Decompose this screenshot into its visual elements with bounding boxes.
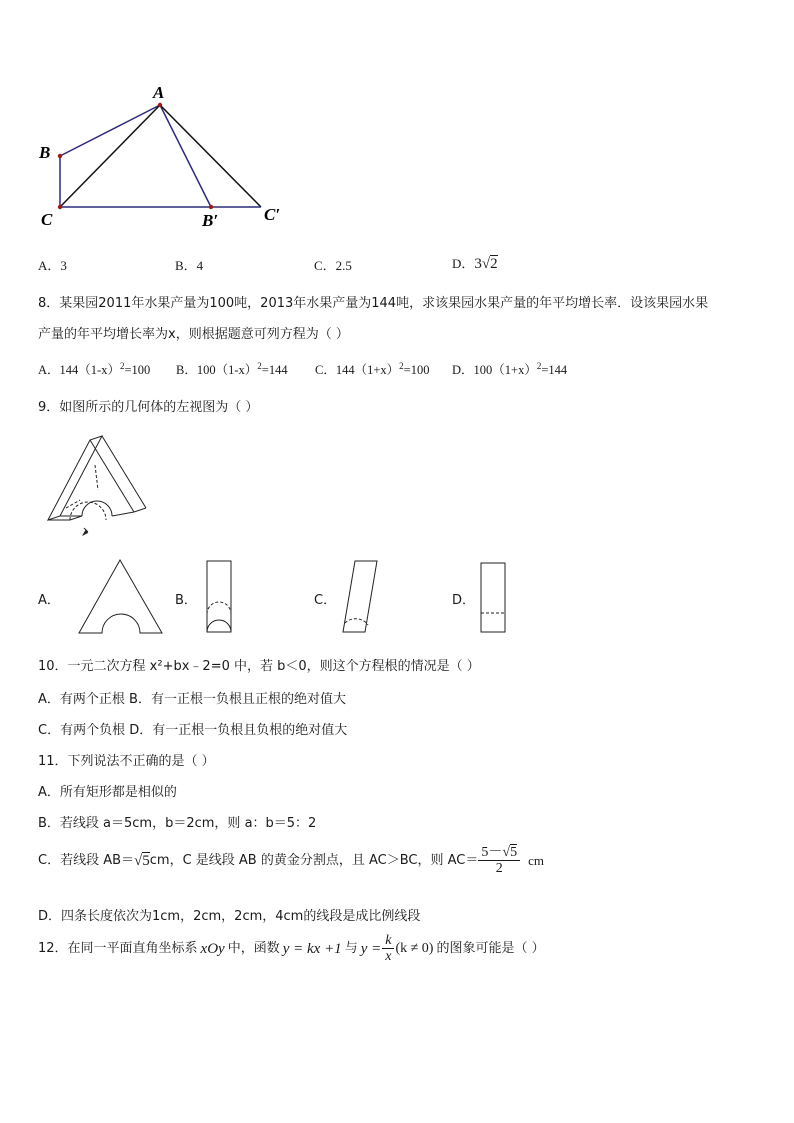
inverse-function-fraction: $\frac{k}{x}$ xyxy=(382,933,394,965)
q10-options-row2: C．有两个负根 D．有一正根一负根且负根的绝对值大 xyxy=(38,723,348,738)
option-a-view xyxy=(76,556,166,638)
q11-option-b: B．若线段 a＝5cm，b＝2cm，则 a：b＝5：2 xyxy=(38,816,317,831)
option-d-view xyxy=(478,561,510,635)
q9-option-d: D． xyxy=(452,593,476,608)
sqrt-symbol: √ xyxy=(502,845,511,860)
q8-option-c: C．$144(1+x)^2=100$ xyxy=(315,360,430,377)
q7-option-d xyxy=(452,253,498,273)
option-b-view xyxy=(204,559,236,635)
q7-option-a: A．3 xyxy=(38,258,67,273)
label-a: A xyxy=(153,83,165,102)
q7-option-d-label: D． xyxy=(452,256,475,271)
q7-d-radicand: 2 xyxy=(490,256,498,272)
q10-stem: 10．一元二次方程 x²+bx﹣2=0 中，若 b＜0，则这个方程根的情况是（ ） xyxy=(38,659,480,674)
q9-option-a: A． xyxy=(38,593,60,608)
q7-option-c: C．2.5 xyxy=(314,258,352,273)
label-b-prime: B′ xyxy=(202,211,219,230)
q10-options-row1: A．有两个正根 B．有一正根一负根且正根的绝对值大 xyxy=(38,692,346,707)
q11-option-c: C．若线段 AB＝√5cm，C 是线段 AB 的黄金分割点，且 AC＞BC，则 AC＝ $\frac{5-√5}{2}$ cm xyxy=(38,845,544,877)
solid-figure xyxy=(40,430,160,540)
golden-ratio-fraction: $\frac{5-√5}{2}$ xyxy=(478,845,520,877)
q11-option-a: A．所有矩形都是相似的 xyxy=(38,785,177,800)
sqrt-symbol: √ xyxy=(481,256,491,272)
q9-option-c: C． xyxy=(314,593,337,608)
q8-option-d: D．$100(1+x)^2=144$ xyxy=(452,360,568,377)
q8-option-b: B．$100(1-x)^2=144$ xyxy=(176,360,288,377)
q8-stem-line2: 产量的年平均增长率为x，则根据题意可列方程为（ ） xyxy=(38,327,349,342)
label-c-prime: C′ xyxy=(264,205,281,224)
q11-stem: 11．下列说法不正确的是（ ） xyxy=(38,754,215,769)
label-c: C xyxy=(41,210,53,229)
q9-option-b: B． xyxy=(175,593,197,608)
q7-option-b: B．4 xyxy=(175,258,204,273)
q8-stem-line1: 8．某果园2011年水果产量为100吨，2013年水果产量为144吨，求该果园水果产量的年平均增长率．设该果园水果 xyxy=(38,296,709,311)
q9-stem: 9．如图所示的几何体的左视图为（ ） xyxy=(38,400,259,415)
triangle-figure xyxy=(30,80,300,230)
q12-stem: 12．在同一平面直角坐标系 xOy 中，函数 y = kx +1 与 y = $\frac{k}{x}$ (k ≠ 0) 的图象可能是（ ） xyxy=(38,933,545,965)
q7-d-coef: 3 xyxy=(474,256,482,272)
sqrt-symbol: √ xyxy=(134,852,143,869)
option-c-view xyxy=(340,559,380,635)
label-b: B xyxy=(39,143,51,162)
q8-option-a: A．$144(1-x)^2=100$ xyxy=(38,360,151,377)
q11-option-d: D．四条长度依次为1cm，2cm，2cm，4cm的线段是成比例线段 xyxy=(38,909,421,924)
